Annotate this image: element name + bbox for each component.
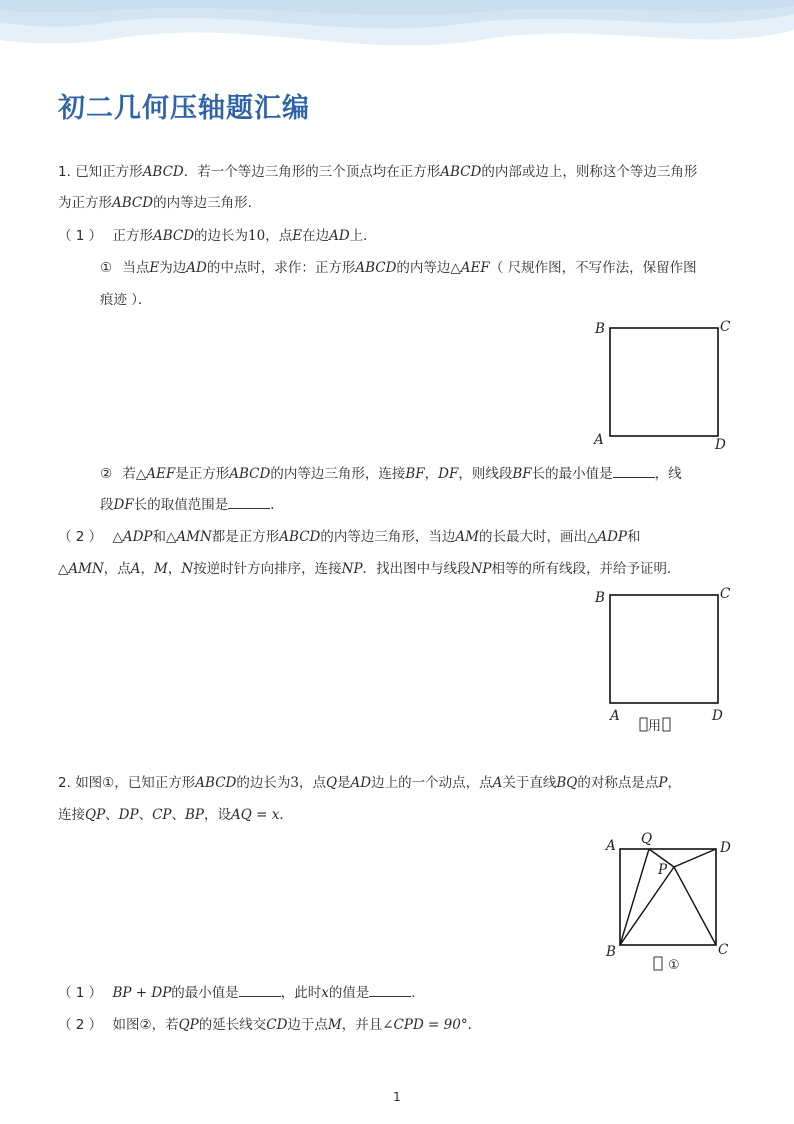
text: 和 — [152, 529, 167, 545]
q2-line-1 — [58, 773, 681, 793]
text: 若 — [122, 466, 136, 482]
square — [610, 328, 718, 436]
segment-DP — [674, 849, 716, 867]
math: ABCD — [142, 164, 184, 180]
page-number: 1 — [393, 1090, 401, 1104]
text: 按逆时针方向排序，连接 — [193, 561, 342, 577]
math: AD — [350, 775, 372, 791]
text: 、 — [138, 807, 153, 823]
label-A: A — [610, 708, 620, 724]
math: ABCD — [355, 260, 397, 276]
text: ． — [411, 985, 425, 1001]
text: 为正方形 — [58, 195, 112, 211]
number: 3 — [290, 775, 299, 791]
q1-subpart-1-cont — [100, 290, 152, 310]
answer-blank[interactable] — [239, 984, 281, 997]
q1-part-2-cont — [58, 559, 680, 579]
text: 的边长为 — [194, 228, 249, 244]
text: 、 — [171, 807, 185, 823]
q2-part-1 — [58, 983, 425, 1003]
text: 、 — [105, 807, 119, 823]
label-B: B — [595, 590, 605, 606]
question-number: 2. — [58, 775, 71, 791]
text: 是正方形 — [175, 466, 230, 482]
number: 10 — [248, 228, 266, 244]
text: 上． — [349, 228, 377, 244]
page-title: 初二几何压轴题汇编 — [58, 93, 310, 124]
math: BQ — [556, 775, 578, 791]
math: A — [492, 775, 503, 791]
q1-part-2 — [58, 527, 641, 547]
text: ．若一个等边三角形的三个顶点均在正方形 — [183, 164, 441, 180]
text: 是 — [337, 775, 351, 791]
math: BF — [512, 466, 532, 482]
text: ．找出图中与线段 — [362, 561, 471, 577]
label-C: C — [720, 319, 731, 335]
q1-subpart-2 — [100, 464, 682, 484]
question-number: 1. — [58, 164, 71, 180]
math: △AMN — [166, 529, 212, 545]
text: 的最小值是 — [171, 985, 239, 1001]
part-label: （ 2 ） — [58, 1017, 103, 1033]
math: E — [149, 260, 160, 276]
label-A: A — [606, 838, 616, 854]
q1-subpart-1 — [100, 258, 697, 278]
text: ，线 — [654, 466, 682, 482]
missing-glyph-box — [654, 957, 662, 970]
part-label: （ 2 ） — [58, 529, 103, 545]
text: 的内等边三角形，连接 — [270, 466, 406, 482]
q1-line-2 — [58, 193, 261, 213]
math: ABCD — [440, 164, 482, 180]
text: 的内部或边上，则称这个等边三角形 — [481, 164, 698, 180]
math: AM — [455, 529, 479, 545]
text: ，此时 — [280, 985, 322, 1001]
text: 的中点时，求作：正方形 — [206, 260, 356, 276]
q1-line-1 — [58, 162, 697, 182]
math: △AEF — [450, 260, 490, 276]
label-D: D — [712, 708, 723, 724]
circled-number: ① — [100, 260, 113, 276]
math: NP — [470, 561, 492, 577]
missing-glyph-box — [640, 718, 647, 731]
part-label: （ 1 ） — [58, 228, 103, 244]
square-figure-1 — [588, 314, 738, 456]
text: 都是正方形 — [211, 529, 280, 545]
text: 相等的所有线段，并给予证明． — [491, 561, 681, 577]
text: 为边 — [159, 260, 187, 276]
part-label: （ 1 ） — [58, 985, 103, 1001]
math: △AMN — [58, 561, 104, 577]
label-D: D — [720, 840, 731, 856]
text: 的边长为 — [236, 775, 291, 791]
square — [610, 595, 718, 703]
figure-caption: 用 — [648, 719, 662, 734]
math: CP — [152, 807, 172, 823]
missing-glyph-box — [663, 718, 670, 731]
text: ，点 — [298, 775, 326, 791]
segment-BP — [620, 867, 674, 945]
math: E — [292, 228, 303, 244]
q1-subpart-2-cont — [100, 495, 284, 515]
q1-part-1 — [58, 226, 377, 246]
label-C: C — [720, 586, 731, 602]
circled-number: ② — [100, 466, 113, 482]
q2-part-2 — [58, 1015, 481, 1035]
text: 长的取值范围是 — [133, 497, 229, 513]
math: DF — [113, 497, 134, 513]
math: △ADP — [112, 529, 153, 545]
text: 的对称点是点 — [577, 775, 659, 791]
square-reflection-figure — [598, 828, 746, 978]
q2-line-2 — [58, 805, 293, 825]
text: 边上的一个动点，点 — [371, 775, 493, 791]
text: ， — [140, 561, 155, 577]
math: BF — [405, 466, 425, 482]
math: ABCD — [229, 466, 271, 482]
text: ，点 — [265, 228, 293, 244]
label-Q: Q — [641, 831, 653, 847]
math: CD — [266, 1017, 288, 1033]
math: Q — [325, 775, 338, 791]
math: QP — [178, 1017, 199, 1033]
text: ． — [279, 807, 293, 823]
text: 边于点 — [287, 1017, 328, 1033]
math: DF — [438, 466, 459, 482]
text: 的内等边三角形． — [153, 195, 262, 211]
text: ，设 — [204, 807, 232, 823]
math: x — [321, 985, 329, 1001]
text: ． — [467, 1017, 482, 1033]
math: ABCD — [152, 228, 195, 244]
text: ，并且 — [341, 1017, 383, 1033]
text: 的内等边三角形，当边 — [320, 529, 456, 545]
label-A: A — [594, 432, 604, 448]
math: M — [154, 561, 168, 577]
math: DP — [118, 807, 139, 823]
math: P — [658, 775, 668, 791]
text: ， — [667, 775, 681, 791]
text: 在边 — [302, 228, 330, 244]
math: △ADP — [586, 529, 627, 545]
text: ． — [270, 497, 284, 513]
text: 如图②，若 — [112, 1017, 179, 1033]
text: 正方形 — [112, 228, 153, 244]
text: 痕迹 ）． — [100, 292, 152, 308]
math: AD — [329, 228, 350, 244]
label-P: P — [658, 862, 668, 878]
math: M — [327, 1017, 342, 1033]
figure-caption: ① — [668, 958, 680, 973]
segment-CP — [674, 867, 716, 945]
math: AQ = x — [231, 807, 280, 823]
text: 的延长线交 — [198, 1017, 267, 1033]
text: 如图①，已知正方形 — [75, 775, 196, 791]
math: NP — [341, 561, 363, 577]
answer-blank[interactable] — [228, 496, 270, 509]
text: 段 — [100, 497, 114, 513]
text: 连接 — [58, 807, 85, 823]
answer-blank[interactable] — [369, 984, 411, 997]
text: ，则线段 — [458, 466, 513, 482]
text: 当点 — [122, 260, 150, 276]
label-D: D — [715, 437, 726, 453]
label-B: B — [595, 321, 605, 337]
answer-blank[interactable] — [613, 465, 655, 478]
math: QP — [85, 807, 106, 823]
text: 的长最大时，画出 — [478, 529, 587, 545]
math: ABCD — [279, 529, 321, 545]
square-figure-2 — [588, 582, 738, 738]
math: N — [181, 561, 194, 577]
text: 关于直线 — [502, 775, 557, 791]
math: BP + DP — [112, 985, 172, 1001]
text: ， — [167, 561, 182, 577]
text: ，点 — [103, 561, 131, 577]
math: BP — [185, 807, 205, 823]
text: 的值是 — [328, 985, 370, 1001]
math: △AEF — [135, 466, 176, 482]
math: ∠CPD = 90° — [382, 1017, 468, 1033]
label-B: B — [606, 944, 616, 960]
math: ABCD — [112, 195, 154, 211]
text: ， — [424, 466, 439, 482]
math: AD — [186, 260, 207, 276]
text: （ 尺规作图，不写作法，保留作图 — [489, 260, 697, 276]
text: 和 — [627, 529, 641, 545]
text: 长的最小值是 — [531, 466, 613, 482]
text: 已知正方形 — [75, 164, 143, 180]
header-wave-decoration — [0, 0, 794, 70]
math: A — [130, 561, 141, 577]
math: ABCD — [195, 775, 237, 791]
text: 的内等边 — [396, 260, 451, 276]
label-C: C — [718, 942, 729, 958]
segment-BQ — [620, 849, 649, 945]
